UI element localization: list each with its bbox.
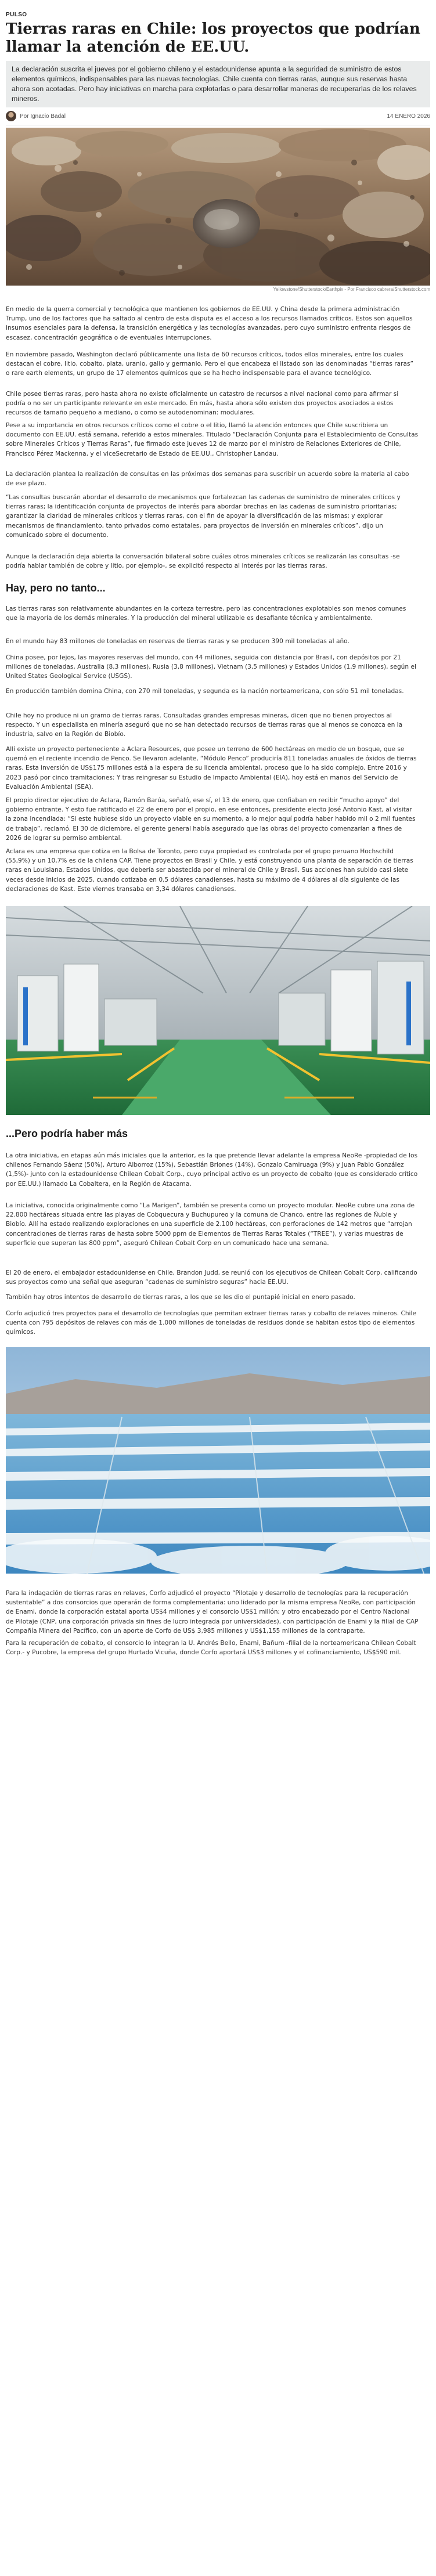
paragraph: Allí existe un proyecto perteneciente a Aclara Resources, que posee un terreno de 600 hectáreas en medio de un bosque, que se quemó en el reciente incendio de Penco. Se llevaron adelante, “Módulo Penco” produciría 811 toneladas anuales de óxidos de tierras raras. Esta inversión de US$175 millones está a la espera de su licencia ambiental, proceso que lo ha sido complejo. Entre 2016 y 2023 pasó por cinco tramitaciones: Y tras reingresar su Estudio de Impacto Ambiental (EIA), hoy está en manos del Servicio de Evaluación Ambiental (SEA). bbox=[6, 746, 417, 791]
paragraph: Chile hoy no produce ni un gramo de tierras raras. Consultadas grandes empresas mineras, dicen que no tienen proyectos al respecto. Y un especialista en minería aseguró que no se han detectado recursos de tierras raras que al menos se conozca en la industria, salvo en la Región de Biobío. bbox=[6, 712, 403, 738]
hero-photo-caption: Yellowstone/Shutterstock/Earthpix - Por Francisco cabrera/Shutterstock.com bbox=[273, 287, 430, 292]
author-name[interactable]: Por Ignacio Badal bbox=[20, 113, 66, 120]
paragraph: En el mundo hay 83 millones de toneladas en reservas de tierras raras y se producen 390 mil toneladas al año. bbox=[6, 638, 349, 645]
paragraph: Aclara es una empresa que cotiza en la Bolsa de Toronto, pero cuya propiedad es controlada por el grupo peruano Hochschild (55,9%) y un 10,7% es de la chilena CAP. Tiene proyectos en Brasil y Chile, y está construyendo una planta de separación de tierras raras en Louisiana, Estados Unidos, que debería ser abastecida por el mineral de Chile y Brasil. Sus acciones han subido casi siete veces desde inicios de 2025, cuando cotizaba en 0,5 dólares canadienses, hasta su máximo de 4 dólares al día siguiente de las declaraciones de Kast. Este viernes transaba en 3,34 dólares canadienses. bbox=[6, 848, 413, 893]
paragraph: La iniciativa, conocida originalmente como “La Marigen”, también se presenta como un proyecto modular. NeoRe cubre una zona de 22.800 hectáreas situada entre las playas de Cobquecura y Buchupureo y la comuna de Chanco, entre las regiones de Ñuble y Biobío. Allí ha estado realizando exploraciones en una superficie de 2.100 hectáreas, con perforaciones de 142 metros que “arrojan concentraciones de tierras raras de hasta sobre 5000 ppm de Elementos de Tierras Raras Totales (“TREE”), y varias muestras de superficie que superan las 800 ppm”, aseguró Chilean Cobalt Corp en un comunicado hace una semana. bbox=[6, 1202, 415, 1247]
plant-photo bbox=[6, 906, 430, 1115]
paragraph: Pese a su importancia en otros recursos críticos como el cobre o el litio, llamó la atención entonces que Chile suscribiera un documento con EE.UU. está semana, referido a estos minerales. Titulado “Declaración Conjunta para el Establecimiento de Consultas sobre Minerales Críticos y Tierras Raras”, fue firmado este jueves 12 de marzo por el ministro de Relaciones Exteriores de Chile, Francisco Pérez Mackenna, y el viceSecretario de Estado de EE.UU., Christopher Landau. bbox=[6, 422, 419, 457]
hero-photo-ore bbox=[6, 128, 430, 286]
paragraph: “Las consultas buscarán abordar el desarrollo de mecanismos que fortalezcan las cadenas de suministro de minerales críticos y tierras raras; la identificación conjunta de proyectos de interés para abordar brechas en las cadenas de suministro prioritarias; garantizar la claridad de minerales críticos y tierras raras, con el fin de apoyar la diversificación de las mismas; y explorar mecanismos de financiamiento, tanto privados como estatales, para proyectos de inversión en minerales críticos”, dijo un comunicado sobre el documento. bbox=[6, 494, 401, 539]
ponds-photo bbox=[6, 1347, 430, 1574]
paragraph: También hay otros intentos de desarrollo de tierras raras, a los que se les dio el puntapié inicial en enero pasado. bbox=[6, 1294, 355, 1301]
paragraph: En noviembre pasado, Washington declaró públicamente una lista de 60 recursos críticos, todos ellos minerales, entre los cuales destacan el cobre, litio, cobalto, plata, uranio, galio y germanio. Pero el que encabeza el listado son las denominadas “tierras raras” o rare earth elements, un grupo de 17 elementos químicos que se ha hecho indispensable para el avance tecnológico. bbox=[6, 351, 413, 377]
article-body bbox=[0, 292, 436, 2550]
article-dek: La declaración suscrita el jueves por el gobierno chileno y el estadounidense apunta a la seguridad de suministro de estos elementos químicos, indispensables para las nuevas tecnologías. Chile cuenta con tierras raras, aunque sus reservas hasta ahora son acotadas. Pero hay iniciativas en marcha para explotarlas o para desarrollar maneras de recuperarlas de los relaves mineros. bbox=[6, 61, 430, 107]
section-label[interactable]: PULSO bbox=[6, 12, 27, 18]
paragraph: La otra iniciativa, en etapas aún más iniciales que la anterior, es la que pretende llevar adelante la empresa NeoRe -propiedad de los chilenos Fernando Sáenz (50%), Arturo Alborroz (15%), Sebastián Briones (14%), Gonzalo Camiruaga (9%) y Juan Pablo González (1,5%)- junto con la estadounidense Chilean Cobalt Corp., cuyo principal activo es un proyecto de cobalto (que es considerado crítico por EE.UU.) llamado La Cobaltera, en la Región de Atacama. bbox=[6, 1152, 418, 1188]
paragraph: Para la recuperación de cobalto, el consorcio lo integran la U. Andrés Bello, Enami, Bañum -filial de la norteamericana Chilean Cobalt Corp.- y Pucobre, la empresa del grupo Hurtado Vicuña, donde Corfo aportará US$3 millones y el cofinanciamiento, US$590 mil. bbox=[6, 1640, 416, 1657]
byline-bar bbox=[6, 107, 430, 125]
paragraph: Las tierras raras son relativamente abundantes en la corteza terrestre, pero las concentraciones explotables son menos comunes que la mayoría de los demás minerales. Y la producción del mineral utilizable es desafiante técnica y ambientalmente. bbox=[6, 605, 406, 622]
paragraph: Chile posee tierras raras, pero hasta ahora no existe oficialmente un catastro de recursos a nivel nacional como para afirmar si podría o no ser un participante relevante en este mercado. En más, hasta ahora sólo existen dos proyectos asociados a estos recursos de tamaño pequeño a mediano, o como se autodenominan: modulares. bbox=[6, 391, 399, 417]
paragraph: Aunque la declaración deja abierta la conversación bilateral sobre cuáles otros minerales críticos se realizarán las consultas -se podría hablar también de cobre y litio, por ejemplo-, se explicitó respecto al interés por las tierras raras. bbox=[6, 553, 400, 570]
subheading: ...Pero podría haber más bbox=[6, 1128, 128, 1139]
paragraph: El 20 de enero, el embajador estadounidense en Chile, Brandon Judd, se reunió con los ejecutivos de Chilean Cobalt Corp, calificando sus proyectos como una señal que aseguran “cadenas de suministro seguras” hacia EE.UU. bbox=[6, 1269, 417, 1286]
paragraph: El propio director ejecutivo de Aclara, Ramón Barúa, señaló, ese sí, el 13 de enero, que confiaban en recibir “mucho apoyo” del gobierno entrante. Y esto fue ratificado el 22 de enero por el propio, en ese entonces, presidente electo José Antonio Kast, al visitar la zona incendiada: “Si este hubiese sido un proyecto viable en su momento, a lo mejor aquí podría haber habido mil o 2 mil fuentes de trabajo”, reclamó. El 30 de diciembre, el gerente general había asegurado que las obras del proyecto comenzarían a fines de 2026 de lograr su permiso ambiental. bbox=[6, 797, 416, 842]
ponds-photo-image bbox=[6, 1347, 430, 1574]
paragraph: En medio de la guerra comercial y tecnológica que mantienen los gobiernos de EE.UU. y China desde la primera administración Trump, uno de los factores que ha saltado al centro de esta disputa es el acceso a los recursos llamados críticos. Estos son aquellos insumos esenciales para la defensa, la transición energética y las tecnologías avanzadas, pero cuyo suministro enfrenta riesgos de escasez, concentración geográfica o de eventuales interrupciones. bbox=[6, 306, 413, 341]
article-title: Tierras raras en Chile: los proyectos que podrían llamar la atención de EE.UU. bbox=[6, 20, 420, 56]
paragraph: La declaración plantea la realización de consultas en las próximas dos semanas para suscribir un acuerdo sobre la materia al cabo de ese plazo. bbox=[6, 471, 409, 488]
paragraph: Para la indagación de tierras raras en relaves, Corfo adjudicó el proyecto “Pilotaje y desarrollo de tecnologías para la recuperación sustentable” a dos consorcios que operarán de forma complementaria: uno liderado por la misma empresa NeoRe, con participación de Enami, donde la corporación estatal aporta US$4 millones y el consorcio US$1 millón; y otro encabezado por el Centro Nacional de Pilotaje (CNP, una corporación privada sin fines de lucro integrada por universidades), con participación de Enami y la filial de CAP Compañía Minera del Pacífico, con un aporte de Corfo de US$ 3,985 millones y US$1,155 millones de la contraparte. bbox=[6, 1590, 419, 1635]
paragraph: Corfo adjudicó tres proyectos para el desarrollo de tecnologías que permitan extraer tierras raras y cobalto de relaves mineros. Chile cuenta con 795 depósitos de relaves con más de 1.000 millones de toneladas de residuos donde se habitan estos tipo de elementos químicos. bbox=[6, 1310, 416, 1336]
paragraph: En producción también domina China, con 270 mil toneladas, y segunda es la nación norteamericana, con sólo 51 mil toneladas. bbox=[6, 688, 404, 695]
hero-photo bbox=[6, 128, 430, 286]
publish-date: 14 ENERO 2026 bbox=[387, 113, 430, 120]
author-avatar[interactable] bbox=[6, 111, 16, 121]
paragraph: China posee, por lejos, las mayores reservas del mundo, con 44 millones, seguida con distancia por Brasil, con depósitos por 21 millones de toneladas, Australia (8,3 millones), Rusia (3,8 millones), Vietnam (3,5 millones) y Estados Unidos (1,9 millones), según el United States Geological Service (USGS). bbox=[6, 654, 416, 680]
plant-photo-image bbox=[6, 906, 430, 1115]
subheading: Hay, pero no tanto... bbox=[6, 582, 106, 594]
